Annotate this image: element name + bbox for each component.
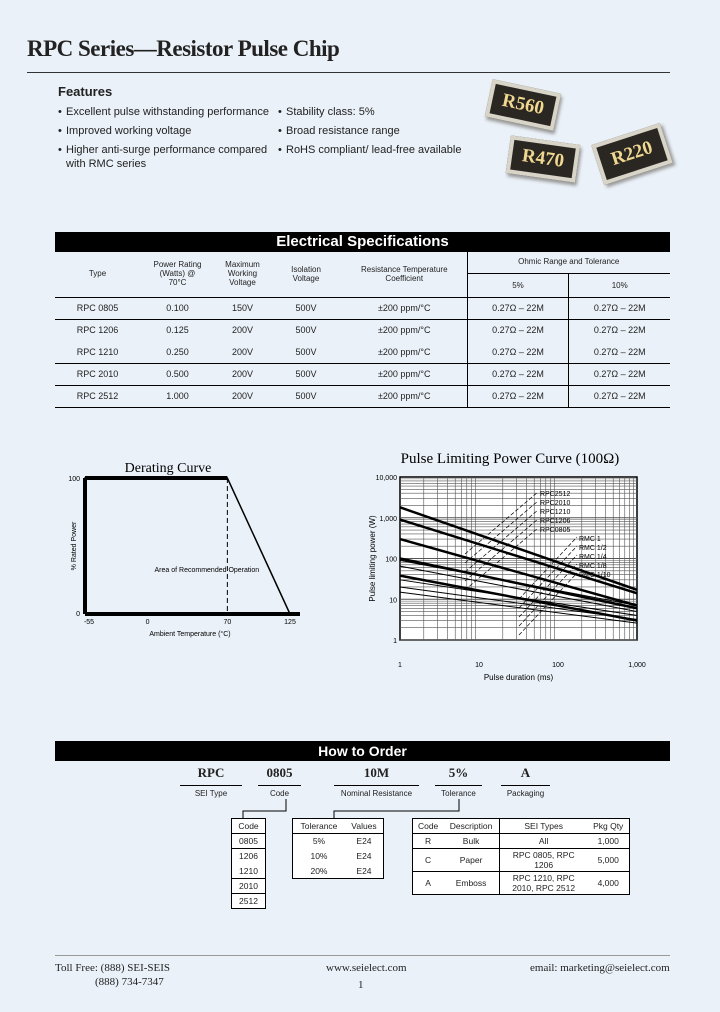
spec-cell: 500V <box>295 346 317 357</box>
spec-cell: 0.27Ω – 22M <box>569 319 670 341</box>
derating-curve-chart <box>40 450 320 650</box>
pkg-description: Paper <box>459 855 483 865</box>
chart-title: Pulse Limiting Power Curve (100Ω) <box>400 451 620 467</box>
values-cell: E24 <box>356 836 372 847</box>
spec-cell: 200V <box>215 319 270 341</box>
pkg-description-header: Description <box>449 821 493 831</box>
y-tick-label: 100 <box>385 556 397 564</box>
x-tick-label: 1,000 <box>628 662 646 669</box>
spec-cell: 500V <box>270 363 342 385</box>
order-part-label: Packaging <box>501 785 550 798</box>
spec-cell: 0.27Ω – 22M <box>467 341 569 363</box>
spec-cell: ±200 ppm/°C <box>342 363 467 385</box>
values-cell: E24 <box>356 865 372 876</box>
code-header: Code <box>238 821 259 831</box>
pkg-description: Bulk <box>462 836 480 846</box>
order-part-label: SEI Type <box>180 785 242 798</box>
values-header: Values <box>345 819 384 834</box>
x-axis-label: Pulse duration (ms) <box>483 673 554 682</box>
spec-cell: 0.500 <box>140 363 215 385</box>
feature-item: • Stability class: 5% <box>278 105 493 119</box>
spec-cell: ±200 ppm/°C <box>342 297 467 319</box>
footer-rule <box>55 955 670 956</box>
chip-resistor-image: R220 <box>591 123 672 185</box>
tolerance-cell: 20% <box>310 865 328 876</box>
spec-cell: 0.27Ω – 22M <box>569 385 670 407</box>
page-title: RPC Series—Resistor Pulse Chip <box>27 36 340 61</box>
spec-cell: 150V <box>215 297 270 319</box>
series-label: RPC0805 <box>540 527 571 534</box>
series-label: RPC2010 <box>540 500 571 507</box>
spec-cell: 200V <box>215 385 270 407</box>
spec-row <box>55 341 670 363</box>
col-ohmic: Ohmic Range and Tolerance <box>467 251 670 273</box>
order-part-label: Code <box>258 785 301 798</box>
pulse-limiting-chart <box>345 440 655 690</box>
x-tick-label: 70 <box>223 619 232 626</box>
spec-row <box>55 363 670 385</box>
spec-cell: 200V <box>215 363 270 385</box>
specs-title-bar: Electrical Specifications <box>55 232 670 252</box>
col-type: Type <box>88 269 107 279</box>
tolerance-row <box>293 849 384 864</box>
series-label: RPC1206 <box>540 518 571 525</box>
y-axis-label: Pulse limiting power (W) <box>368 515 377 602</box>
pkg-description: Emboss <box>455 878 487 888</box>
packaging-row <box>413 872 630 895</box>
pkg-code: C <box>425 855 432 865</box>
code-cell: 2512 <box>232 894 266 909</box>
spec-cell: RPC 1210 <box>76 346 119 357</box>
feature-item: • Higher anti-surge performance compared with RMC series <box>58 143 273 171</box>
x-tick-label: 1 <box>398 662 402 669</box>
tolerance-table <box>292 818 384 879</box>
spec-cell: 500V <box>270 385 342 407</box>
x-tick-label: -55 <box>83 619 95 626</box>
pkg-sei-types-header: SEI Types <box>499 819 587 834</box>
footer-phone: (888) 734-7347 <box>95 976 164 988</box>
order-part-code: 10M <box>363 765 390 780</box>
annotation: Area of Recommended Operation <box>154 567 260 574</box>
title-rule <box>27 72 670 73</box>
footer-website[interactable]: www.seielect.com <box>326 962 407 974</box>
col-power: Power Rating (Watts) @ 70°C <box>153 260 202 288</box>
spec-cell: 0.27Ω – 22M <box>569 297 670 319</box>
pkg-types: RPC 0805, RPC 1206 <box>499 849 587 872</box>
spec-cell: 0.27Ω – 22M <box>467 297 569 319</box>
values-cell: E24 <box>356 851 372 861</box>
chart-title: Derating Curve <box>124 461 212 476</box>
pkg-code-header: Code <box>417 821 439 831</box>
spec-row <box>55 385 670 407</box>
series-label: RPC1210 <box>540 509 571 516</box>
spec-cell: ±200 ppm/°C <box>377 346 431 357</box>
code-cell: 1210 <box>239 865 258 876</box>
feature-item: • Broad resistance range <box>278 124 493 138</box>
order-title-bar: How to Order <box>55 741 670 761</box>
spec-cell: 500V <box>270 297 342 319</box>
features-heading: Features <box>58 84 113 99</box>
spec-cell: 0.27Ω – 22M <box>467 319 569 341</box>
spec-cell: 500V <box>270 319 342 341</box>
order-part-label: Tolerance <box>435 785 482 798</box>
y-axis-label: % Rated Power <box>71 521 78 571</box>
col-rtc: Resistance Temperature Coefficient <box>360 264 448 283</box>
x-tick-label: 10 <box>475 662 483 669</box>
pkg-qty: 1,000 <box>597 836 619 846</box>
tolerance-cell: 5% <box>312 836 326 847</box>
spec-cell: 200V <box>231 346 254 357</box>
code-cell: 2010 <box>232 879 266 894</box>
order-part-code: A <box>520 765 531 780</box>
spec-cell: 0.250 <box>166 346 189 357</box>
chip-resistor-image: R560 <box>485 79 561 131</box>
packaging-table <box>412 818 630 895</box>
spec-cell: RPC 2512 <box>55 385 140 407</box>
series-label: RMC 1 <box>579 536 601 543</box>
tolerance-row <box>293 864 384 879</box>
order-connector-lines <box>180 795 660 820</box>
chip-resistor-image: R470 <box>506 135 581 182</box>
spec-cell: ±200 ppm/°C <box>342 385 467 407</box>
pkg-qty: 4,000 <box>597 878 619 888</box>
y-tick-label: 1,000 <box>379 515 397 523</box>
spec-cell: RPC 2010 <box>55 363 140 385</box>
spec-cell: 0.100 <box>140 297 215 319</box>
col-max-voltage: Maximum Working Voltage <box>225 260 260 288</box>
y-tick-label: 10,000 <box>375 475 397 482</box>
tolerance-row <box>293 834 384 849</box>
y-tick-label: 0 <box>76 611 80 618</box>
series-label: RMC 1/10 <box>579 572 611 579</box>
spec-cell: 0.27Ω – 22M <box>467 363 569 385</box>
pkg-qty-header: Pkg Qty <box>593 821 624 831</box>
derating-line <box>85 478 290 614</box>
y-tick-label: 100 <box>68 476 80 483</box>
col-isolation: Isolation Voltage <box>291 264 321 283</box>
spec-cell: RPC 0805 <box>55 297 140 319</box>
pkg-types: All <box>499 834 587 849</box>
series-label: RMC 1/8 <box>579 563 607 570</box>
col-5pct: 5% <box>467 273 569 297</box>
order-part-code: 5% <box>448 765 469 780</box>
pkg-code: A <box>425 878 431 888</box>
order-part-label: Nominal Resistance <box>334 785 419 798</box>
code-table <box>231 818 266 909</box>
y-tick-label: 1 <box>393 638 397 645</box>
y-tick-label: 10 <box>389 597 397 605</box>
spec-cell: 0.125 <box>140 319 215 341</box>
packaging-row <box>413 849 630 872</box>
spec-row <box>55 319 670 341</box>
page-number: 1 <box>358 979 364 991</box>
order-part-code: RPC <box>197 765 225 780</box>
spec-cell: 1.000 <box>140 385 215 407</box>
spec-cell: RPC 1206 <box>55 319 140 341</box>
x-axis-label: Ambient Temperature (°C) <box>149 631 231 638</box>
tolerance-cell: 10% <box>310 851 328 861</box>
spec-cell: 0.27Ω – 22M <box>569 341 670 363</box>
packaging-row <box>413 834 630 849</box>
order-part-code: 0805 <box>266 765 293 780</box>
series-label: RMC 1/4 <box>579 554 607 561</box>
footer-tollfree: Toll Free: (888) SEI-SEIS <box>55 962 171 974</box>
spec-row <box>55 297 670 319</box>
pkg-code: R <box>425 836 432 846</box>
col-10pct: 10% <box>569 273 670 297</box>
feature-item: • Excellent pulse withstanding performance <box>58 105 273 119</box>
pkg-qty: 5,000 <box>597 855 619 865</box>
feature-item: • Improved working voltage <box>58 124 273 138</box>
pkg-types: RPC 1210, RPC 2010, RPC 2512 <box>499 872 587 895</box>
electrical-specs-table <box>55 251 670 408</box>
code-cell: 0805 <box>232 834 266 849</box>
x-tick-label: 125 <box>284 619 296 626</box>
footer-email[interactable]: email: marketing@seielect.com <box>530 962 670 974</box>
code-cell: 1206 <box>232 849 266 864</box>
series-label: RPC2512 <box>540 491 571 498</box>
feature-item: • RoHS compliant/ lead-free available <box>278 143 493 157</box>
x-tick-label: 100 <box>552 662 564 669</box>
spec-cell: 0.27Ω – 22M <box>569 363 670 385</box>
series-label: RMC 1/2 <box>579 545 607 552</box>
tolerance-header: Tolerance <box>293 819 345 834</box>
spec-cell: 0.27Ω – 22M <box>467 385 569 407</box>
x-tick-label: 0 <box>145 619 150 626</box>
spec-cell: ±200 ppm/°C <box>342 319 467 341</box>
